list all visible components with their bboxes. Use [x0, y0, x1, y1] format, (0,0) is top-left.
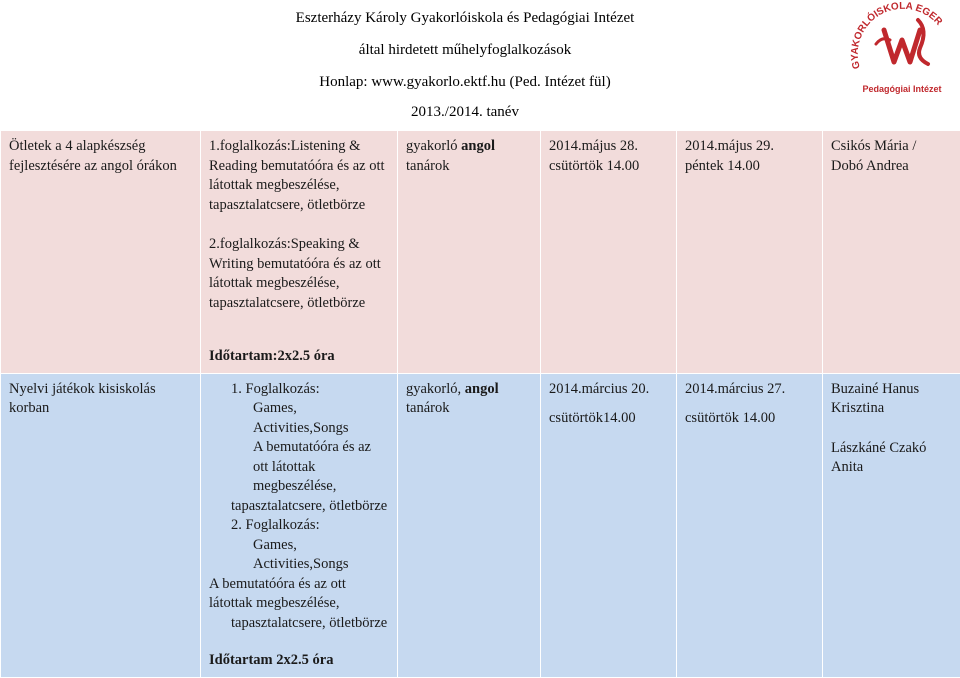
session-2: 2.foglalkozás:Speaking & Writing bemutatóóra és az ott látottak megbeszélése, tapasztalatcsere, ötletbörze: [209, 235, 389, 313]
date-2-time: péntek 14.00: [685, 157, 814, 177]
title-text: Nyelvi játékok kisiskolás korban: [9, 381, 156, 417]
logo-arc-text: GYAKORLÓISKOLA EGER: [850, 1, 945, 70]
table-row: [1, 131, 960, 374]
session-2-line: Activities,Songs: [209, 555, 389, 575]
date-1-time: csütörtök14.00: [549, 409, 668, 429]
date-1-time: csütörtök 14.00: [549, 157, 668, 177]
institution-name: Eszterházy Károly Gyakorlóiskola és Pedagógiai Intézet: [0, 10, 930, 27]
workshop-title: [1, 373, 201, 677]
date-1-day: 2014.március 20.: [549, 380, 668, 400]
date-2-day: 2014.május 29.: [685, 137, 814, 157]
date-2: [677, 373, 823, 677]
workshop-sessions: [201, 373, 398, 677]
website-line: Honlap: www.gyakorlo.ektf.hu (Ped. Intézet fül): [0, 74, 930, 91]
session-1-line: tapasztalatcsere, ötletbörze: [209, 497, 389, 517]
session-1-line: ott látottak: [209, 458, 389, 478]
target-audience: [398, 373, 541, 677]
target-bold: angol: [465, 381, 499, 397]
date-1-day: 2014.május 28.: [549, 137, 668, 157]
session-1-line: Games,: [209, 399, 389, 419]
session-2-line: A bemutatóóra és az ott: [209, 575, 389, 595]
session-1-line: megbeszélése,: [209, 477, 389, 497]
session-2-line: látottak megbeszélése,: [209, 594, 389, 614]
presenters: [823, 373, 960, 677]
date-2-day: 2014.március 27.: [685, 380, 814, 400]
session-2-line: tapasztalatcsere, ötletbörze: [209, 614, 389, 634]
session-1: 1.foglalkozás:Listening & Reading bemutatóóra és az ott látottak megbeszélése, tapasztalatcsere, ötletbörze: [209, 137, 389, 215]
date-1: [541, 373, 677, 677]
school-logo: [846, 0, 958, 100]
duration: Időtartam 2x2.5 óra: [209, 651, 389, 671]
workshop-table: [0, 130, 960, 678]
presenter-line-2: Dobó Andrea: [831, 157, 952, 177]
presenters: [823, 131, 960, 374]
duration: Időtartam:2x2.5 óra: [209, 347, 389, 367]
table-row: [1, 373, 960, 677]
date-2: [677, 131, 823, 374]
target-audience: [398, 131, 541, 374]
logo-sub-text: Pedagógiai Intézet: [862, 84, 941, 94]
workshop-sessions: [201, 131, 398, 374]
target-bold: angol: [461, 138, 495, 154]
target-prefix: gyakorló: [406, 138, 461, 154]
document-subtitle: által hirdetett műhelyfoglalkozások: [0, 42, 930, 59]
target-suffix: tanárok: [406, 157, 532, 177]
workshop-title: [1, 131, 201, 374]
date-2-time: csütörtök 14.00: [685, 409, 814, 429]
session-1-line: A bemutatóóra és az: [209, 438, 389, 458]
session-2-line: Games,: [209, 536, 389, 556]
title-text: Ötletek a 4 alapkészség fejlesztésére az angol órákon: [9, 138, 177, 174]
session-2-heading: 2. Foglalkozás:: [209, 516, 389, 536]
presenter-2: Lászkáné Czakó Anita: [831, 439, 952, 478]
target-suffix: tanárok: [406, 399, 532, 419]
date-1: [541, 131, 677, 374]
document-header: [0, 0, 960, 130]
session-1-line: Activities,Songs: [209, 419, 389, 439]
presenter-line-1: Csikós Mária /: [831, 137, 952, 157]
presenter-1: Buzainé Hanus Krisztina: [831, 380, 952, 419]
school-year: 2013./2014. tanév: [0, 104, 930, 121]
session-1-heading: 1. Foglalkozás:: [209, 380, 389, 400]
target-prefix: gyakorló,: [406, 381, 465, 397]
